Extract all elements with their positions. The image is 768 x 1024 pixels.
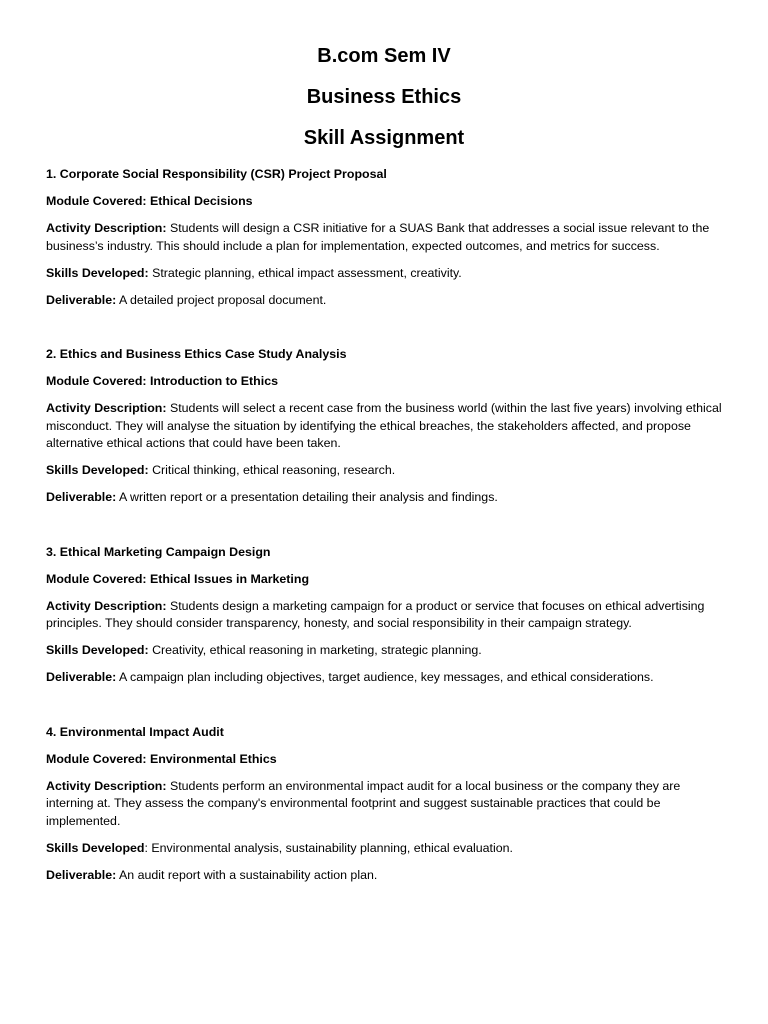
activity-label: Activity Description: (46, 778, 167, 793)
activity-label: Activity Description: (46, 598, 167, 613)
activity-text: Students design a marketing campaign for a product or service that focuses on ethical advertising principles. They should consider transparency, honesty, and social responsibility in their campaign strategy. (46, 598, 705, 630)
module-covered: Module Covered: Environmental Ethics (46, 751, 277, 766)
activity-description (46, 220, 722, 255)
skills-developed (46, 840, 722, 858)
skills-text: Creativity, ethical reasoning in marketing, strategic planning. (152, 643, 482, 657)
deliverable (46, 292, 722, 310)
activity-text: Students perform an environmental impact audit for a local business or the company they are interning at. They assess the company's environmental footprint and suggest sustainable practices that could be implemented. (46, 778, 681, 828)
deliverable-text: A campaign plan including objectives, target audience, key messages, and ethical considerations. (119, 670, 654, 684)
skills-developed (46, 265, 722, 283)
subject-title: Business Ethics (306, 86, 462, 108)
module-covered: Module Covered: Introduction to Ethics (46, 374, 278, 388)
skills-label: Skills Developed (46, 840, 145, 855)
deliverable-label: Deliverable: (46, 670, 117, 684)
skills-label: Skills Developed: (46, 643, 149, 657)
section-heading: 4. Environmental Impact Audit (46, 724, 224, 739)
skills-text: : Environmental analysis, sustainability planning, ethical evaluation. (144, 840, 513, 855)
section-heading: 3. Ethical Marketing Campaign Design (46, 544, 271, 559)
activity-label: Activity Description: (46, 221, 167, 235)
skills-developed (46, 642, 722, 660)
activity-description (46, 400, 722, 453)
course-title: B.com Sem IV (317, 45, 451, 67)
deliverable-label: Deliverable: (46, 292, 117, 307)
deliverable-text: An audit report with a sustainability action plan. (119, 867, 378, 882)
activity-description (46, 778, 722, 831)
section-heading: 2. Ethics and Business Ethics Case Study Analysis (46, 347, 347, 361)
skills-text: Critical thinking, ethical reasoning, research. (152, 463, 396, 477)
section-heading: 1. Corporate Social Responsibility (CSR) Project Proposal (46, 167, 387, 181)
activity-description (46, 598, 722, 633)
assignment-section-4 (46, 724, 722, 885)
skills-text: Strategic planning, ethical impact assessment, creativity. (152, 265, 462, 280)
skills-label: Skills Developed: (46, 265, 149, 280)
deliverable-label: Deliverable: (46, 490, 117, 504)
activity-label: Activity Description: (46, 401, 167, 415)
activity-text: Students will design a CSR initiative for a SUAS Bank that addresses a social issue relevant to the business’s industry. This should include a plan for implementation, expected outcomes, and metrics for success. (46, 221, 710, 253)
assignment-section-1 (46, 166, 722, 309)
skills-label: Skills Developed: (46, 463, 149, 477)
module-covered: Module Covered: Ethical Issues in Marketing (46, 571, 310, 586)
title-block (46, 42, 722, 152)
deliverable-label: Deliverable: (46, 867, 117, 882)
assignment-section-3 (46, 544, 722, 687)
deliverable (46, 489, 722, 507)
deliverable (46, 867, 722, 885)
assignment-title: Skill Assignment (303, 127, 465, 149)
deliverable-text: A written report or a presentation detailing their analysis and findings. (119, 490, 498, 504)
module-covered: Module Covered: Ethical Decisions (46, 194, 253, 208)
deliverable (46, 669, 722, 687)
skills-developed (46, 462, 722, 480)
deliverable-text: A detailed project proposal document. (119, 292, 327, 307)
activity-text: Students will select a recent case from the business world (within the last five years) involving ethical misconduct. They will analyse the situation by identifying the ethical breaches, the stakeholders affected, and propose alternative ethical actions that could have been taken. (46, 401, 722, 450)
assignment-section-2 (46, 346, 722, 507)
